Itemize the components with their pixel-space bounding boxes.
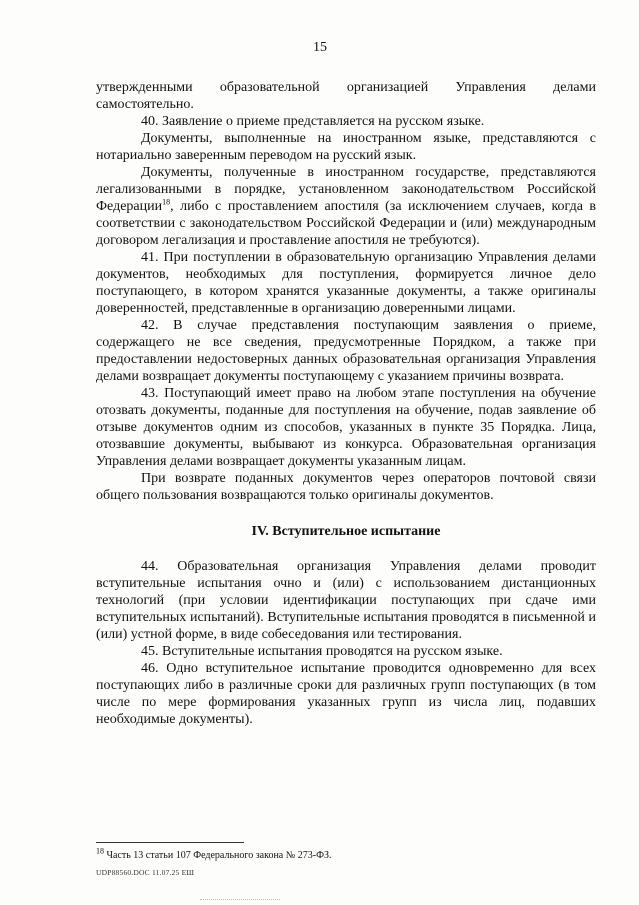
legalization-text-start: Документы, полученные в иностранном государстве, представляются легализованными в порядке, установленном законодательством Российской Федерации (96, 165, 596, 214)
document-body (96, 79, 596, 728)
document-reference: UDP88560.DOC 11.07.25 ЕШ (96, 868, 195, 877)
paragraph-43: 43. Поступающий имеет право на любом этапе поступления на обучение отозвать документы, поданные для поступления на обучение, подав заявление об отзыве документов одним из способов, указанных в пункте 35 Порядка. Лица, отозвавшие документы, выбывают из конкурса. Образовательная организация Управления делами возвращает документы указанным лицам. (96, 386, 596, 469)
paragraph-postal-return: При возврате поданных документов через операторов почтовой связи общего пользования возвращаются только оригиналы документов. (96, 471, 596, 503)
paragraph-46: 46. Одно вступительное испытание проводится одновременно для всех поступающих либо в различные сроки для различных групп поступающих (в том числе по мере формирования указанных групп из числа лиц, подавших необходимые документы). (96, 661, 596, 727)
paragraph-42: 42. В случае представления поступающим заявления о приеме, содержащего не все сведения, предусмотренные Порядком, а также при предоставлении недостоверных данных образовательная организация Управления делами возвращает документы поступающему с указанием причины возврата. (96, 318, 596, 384)
footnote-divider (96, 842, 244, 843)
paragraph-foreign-language-docs: Документы, выполненные на иностранном языке, представляются с нотариально заверенным переводом на русский язык. (96, 131, 596, 163)
paragraph-41: 41. При поступлении в образовательную организацию Управления делами документов, необходимых для поступления, формируется личное дело поступающего, в котором хранятся указанные документы, а также оригиналы доверенностей, представленные в организацию доверенными лицами. (96, 250, 596, 316)
paragraph-continuation: утвержденными образовательной организацией Управления делами самостоятельно. (96, 80, 596, 112)
page-number: 15 (313, 40, 327, 55)
footnote-text: Часть 13 статьи 107 Федерального закона № 273-ФЗ. (104, 850, 332, 861)
footnote-marker: 18 (96, 846, 104, 856)
section-heading: IV. Вступительное испытание (251, 524, 441, 539)
footnote (96, 846, 332, 862)
paragraph-45: 45. Вступительные испытания проводятся на русском языке. (141, 644, 503, 659)
paragraph-44: 44. Образовательная организация Управления делами проводит вступительные испытания очно и (или) с использованием дистанционных технологий (при условии идентификации поступающих при сдаче ими вступительных испытаний). Вступительные испытания проводятся в письменной и (или) устной форме, в виде собеседования или тестирования. (96, 559, 596, 642)
paragraph-40: 40. Заявление о приеме представляется на русском языке. (141, 114, 485, 129)
footnote-reference[interactable]: 18 (162, 197, 171, 207)
legalization-text-end: , либо с проставлением апостиля (за исключением случаев, когда в соответствии с законодательством Российской Федерации и (или) международным договором легализация и проставление апостиля не требуются). (96, 199, 596, 248)
paragraph-legalization (96, 164, 596, 249)
scan-artifact (200, 899, 280, 900)
